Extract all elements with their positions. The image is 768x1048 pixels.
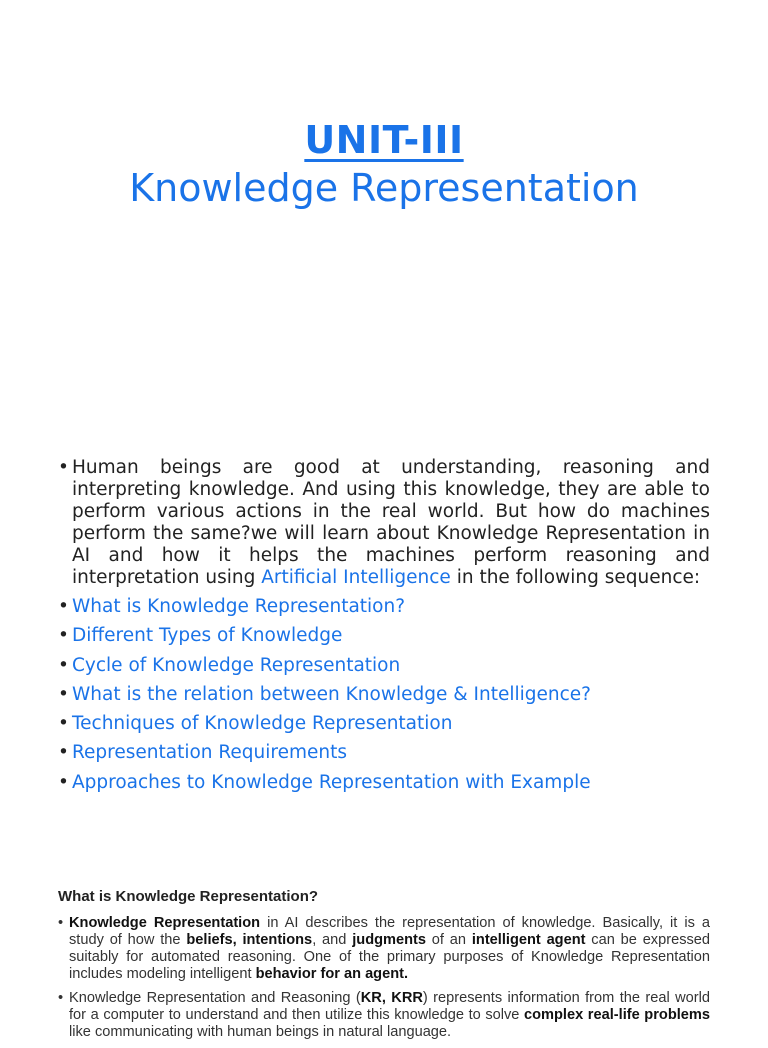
intro-paragraph xyxy=(58,457,710,589)
topic-item[interactable]: • Representation Requirements xyxy=(58,742,710,764)
topic-item[interactable]: • What is the relation between Knowledge & Intelligence? xyxy=(58,684,710,706)
unit-title: UNIT-III xyxy=(304,118,464,162)
text: Knowledge Representation and Reasoning ( xyxy=(69,990,361,1006)
intro-text-start: Human beings are good at understanding, reasoning and interpreting knowledge. And using this knowledge, they are able to perform various actions in the real world. But how do machines perform the same?we will learn about Knowledge Representation in AI and how it helps the machines perform reasoning and interpretation using xyxy=(72,457,710,588)
emphasis: behavior for an agent. xyxy=(255,966,409,982)
definition-section xyxy=(58,888,710,1048)
definition-list xyxy=(58,915,710,1041)
emphasis: Knowledge Representation xyxy=(69,915,261,931)
text: ) represents information from the real world for a computer to understand and then utilize this knowledge to solve xyxy=(69,990,710,1023)
artificial-intelligence-link[interactable]: Artificial Intelligence xyxy=(261,567,451,588)
topic-item[interactable]: • Techniques of Knowledge Representation xyxy=(58,713,710,735)
emphasis: intelligent agent xyxy=(471,932,586,948)
intro-text-end: in the following sequence: xyxy=(450,567,701,588)
text: like communicating with human beings in natural language. xyxy=(69,1024,452,1040)
emphasis: beliefs, intentions xyxy=(186,932,313,948)
topic-item[interactable]: • Cycle of Knowledge Representation xyxy=(58,655,710,677)
text: in AI describes the representation of knowledge. Basically, it is a study of how the xyxy=(69,915,711,948)
intro-list xyxy=(58,457,710,589)
definition-paragraph-2 xyxy=(58,990,710,1041)
text: , and xyxy=(312,932,353,948)
topic-item[interactable]: • What is Knowledge Representation? xyxy=(58,596,710,618)
topic-item[interactable]: • Approaches to Knowledge Representation with Example xyxy=(58,772,710,794)
definition-paragraph-1 xyxy=(58,915,710,983)
title-block xyxy=(0,118,768,210)
section-heading: What is Knowledge Representation? xyxy=(58,888,319,905)
text: can be expressed suitably for automated reasoning. One of the primary purposes of Knowledge Representation includes modeling intelligent xyxy=(69,932,711,982)
page-title: Knowledge Representation xyxy=(129,166,639,210)
topic-item[interactable]: • Different Types of Knowledge xyxy=(58,625,710,647)
emphasis: complex real-life problems xyxy=(524,1007,710,1023)
text: of an xyxy=(426,932,472,948)
emphasis: KR, KRR xyxy=(360,990,423,1006)
topic-list xyxy=(58,596,710,801)
emphasis: judgments xyxy=(352,932,426,948)
